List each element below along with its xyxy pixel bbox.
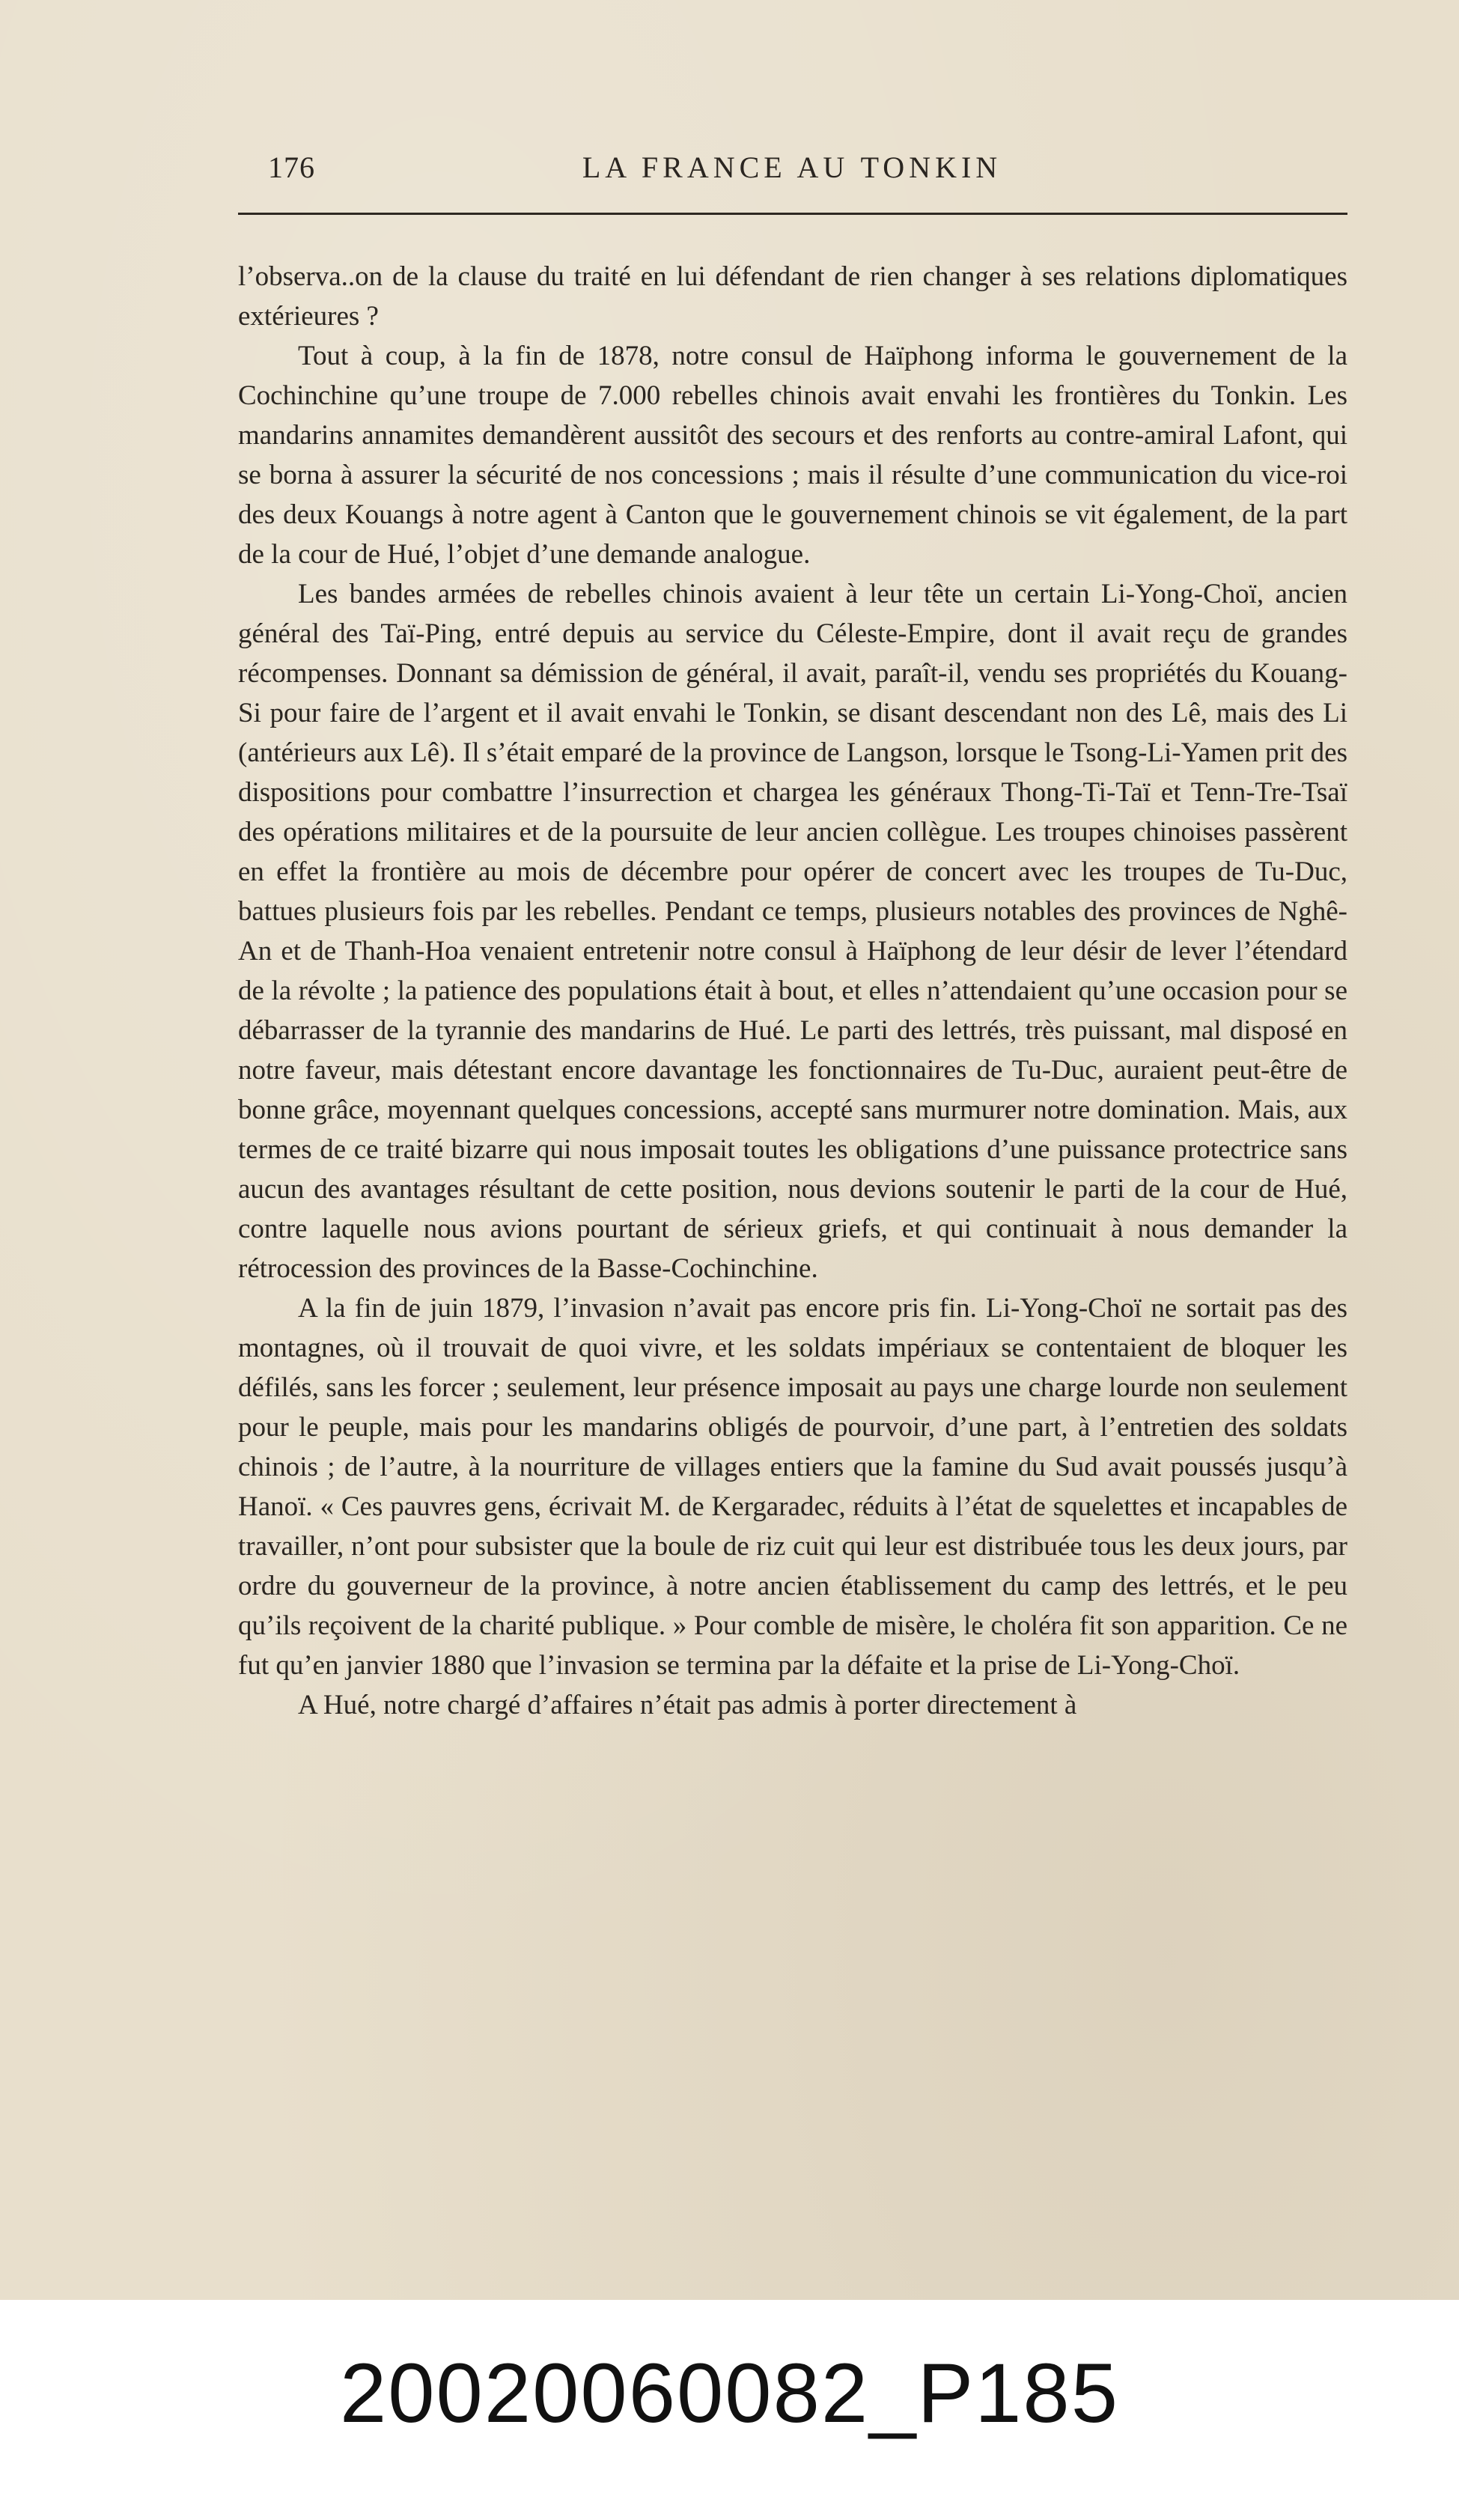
paragraph: l’observa..on de la clause du traité en lui défendant de rien changer à ses relations diplomatiques extérieures ?	[238, 261, 1347, 332]
paragraph: Les bandes armées de rebelles chinois avaient à leur tête un certain Li-Yong-Choï, ancien général des Taï-Ping, entré depuis au service du Céleste-Empire, dont il avait reçu de grandes récompenses. Donnant sa démission de général, il avait, paraît-il, vendu ses propriétés du Kouang-Si pour faire de l’argent et il avait envahi le Tonkin, se disant descendant non des Lê, mais des Li (antérieurs aux Lê). Il s’était emparé de la province de Langson, lorsque le Tsong-Li-Yamen prit des dispositions pour combattre l’insurrection et chargea les généraux Thong-Ti-Taï et Tenn-Tre-Tsaï des opérations militaires et de la poursuite de leur ancien collègue. Les troupes chinoises passèrent en effet la frontière au mois de décembre pour opérer de concert avec les troupes de Tu-Duc, battues plusieurs fois par les rebelles. Pendant ce temps, plusieurs notables des provinces de Nghê-An et de Thanh-Hoa venaient entretenir notre consul à Haïphong de leur désir de lever l’étendard de la révolte ; la patience des populations était à bout, et elles n’attendaient qu’une occasion pour se débarrasser de la tyrannie des mandarins de Hué. Le parti des lettrés, très puissant, mal disposé en notre faveur, mais détestant encore davantage les fonctionnaires de Tu-Duc, auraient peut-être de bonne grâce, moyennant quelques concessions, accepté sans murmurer notre domination. Mais, aux termes de ce traité bizarre qui nous imposait toutes les obligations d’une puissance protectrice sans aucun des avantages résultant de cette position, nous devions soutenir le parti de la cour de Hué, contre laquelle nous avions pourtant de sérieux griefs, et qui continuait à nous demander la rétrocession des provinces de la Basse-Cochinchine.	[238, 579, 1347, 1284]
running-head	[238, 150, 1346, 195]
paragraph: Tout à coup, à la fin de 1878, notre consul de Haïphong informa le gouvernement de la Cochinchine qu’une troupe de 7.000 rebelles chinois avait envahi les frontières du Tonkin. Les mandarins annamites demandèrent aussitôt des secours et des renforts au contre-amiral Lafont, qui se borna à assurer la sécurité de nos concessions ; mais il résulte d’une communication du vice-roi des deux Kouangs à notre agent à Canton que le gouvernement chinois se vit également, de la part de la cour de Hué, l’objet d’une demande analogue.	[238, 341, 1347, 570]
body-text	[238, 257, 1347, 1725]
caption-area	[0, 2300, 1459, 2520]
paragraph: A Hué, notre chargé d’affaires n’était pas admis à porter directement à	[298, 1690, 1077, 1720]
running-title: LA FRANCE AU TONKIN	[582, 150, 1002, 184]
paragraph: A la fin de juin 1879, l’invasion n’avait pas encore pris fin. Li-Yong-Choï ne sortait pas des montagnes, où il trouvait de quoi vivre, et les soldats impériaux se contentaient de bloquer les défilés, sans les forcer ; seulement, leur présence imposait au pays une charge lourde non seulement pour le peuple, mais pour les mandarins obligés de pourvoir, d’une part, à l’entretien des soldats chinois ; de l’autre, à la nourriture de villages entiers que la famine du Sud avait poussés jusqu’à Hanoï. « Ces pauvres gens, écrivait M. de Kergaradec, réduits à l’état de squelettes et incapables de travailler, n’ont pour subsister que la boule de riz cuit qui leur est distribuée tous les deux jours, par ordre du gouverneur de la province, à notre ancien établissement du camp des lettrés, et le peu qu’ils reçoivent de la charité publique. » Pour comble de misère, le choléra fit son apparition. Ce ne fut qu’en janvier 1880 que l’invasion se termina par la défaite et la prise de Li-Yong-Choï.	[238, 1293, 1347, 1681]
page-number: 176	[268, 150, 315, 184]
image-id-caption: 20020060082_P185	[339, 2346, 1120, 2440]
header-rule	[238, 213, 1347, 215]
